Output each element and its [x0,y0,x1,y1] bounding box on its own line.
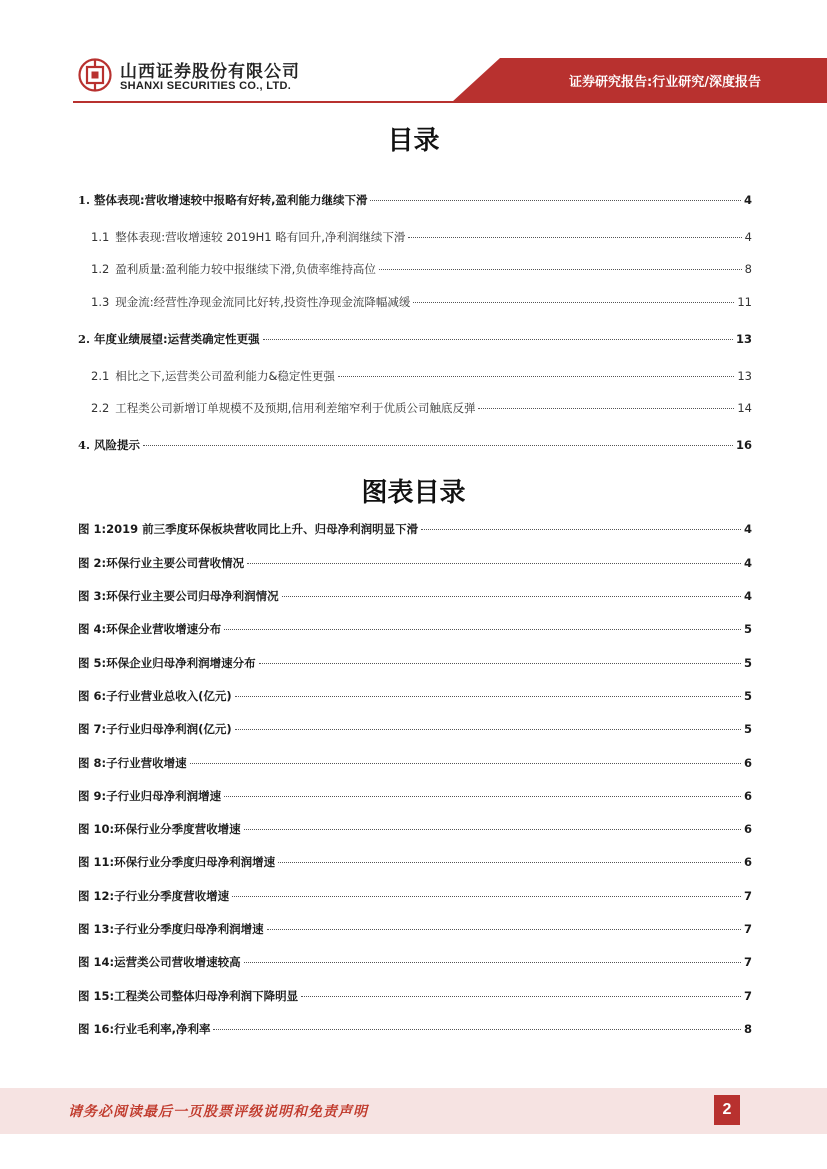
figure-entry[interactable] [78,854,752,870]
figure-entry[interactable] [78,755,752,771]
dot-leader [338,376,734,377]
toc-entry-page: 4 [744,230,752,244]
toc-entry-page: 16 [735,438,752,452]
dot-leader [421,529,741,530]
company-logo-icon [78,58,112,92]
figure-entry-label: 图 8:子行业营收增速 [78,756,187,770]
toc-entry-page: 13 [735,332,752,346]
figure-entry-page: 5 [743,656,752,670]
toc-entry-label: 整体表现:营收增速较中报略有好转,盈利能力继续下滑 [94,193,368,207]
figure-entry-label: 图 2:环保行业主要公司营收情况 [78,556,245,570]
figure-entry-label: 图 4:环保企业营收增速分布 [78,622,222,636]
toc-entry-label: 年度业绩展望:运营类确定性更强 [94,332,260,346]
figure-entry[interactable] [78,788,752,804]
toc-entry-page: 14 [737,401,752,415]
dot-leader [143,445,733,446]
dot-leader [190,763,741,764]
toc-entry-number: 1.1 [91,230,110,244]
figure-entry-page: 7 [743,989,752,1003]
toc-entry-number: 1.3 [91,295,110,309]
report-type-label: 证券研究报告:行业研究/深度报告 [569,75,761,90]
figure-entry-page: 7 [743,889,752,903]
dot-leader [213,1029,741,1030]
dot-leader [247,563,741,564]
figure-entry[interactable] [78,688,752,704]
figure-entry-label: 图 16:行业毛利率,净利率 [78,1022,211,1036]
dot-leader [278,862,741,863]
figure-entry-page: 7 [743,922,752,936]
figure-entry-label: 图 12:子行业分季度营收增速 [78,889,230,903]
toc-entry[interactable] [91,400,752,416]
dot-leader [224,796,741,797]
toc-entry[interactable] [78,192,752,208]
company-name-en: SHANXI SECURITIES CO., LTD. [120,80,292,92]
toc-entry-page: 11 [737,295,752,309]
toc-entry[interactable] [78,437,752,453]
figure-entry-label: 图 11:环保行业分季度归母净利润增速 [78,855,276,869]
dot-leader [301,996,741,997]
toc-entry-page: 13 [737,369,752,383]
figure-entry-page: 6 [743,789,752,803]
figure-entry-page: 6 [743,756,752,770]
figure-entry-page: 4 [743,589,752,603]
toc-entry[interactable] [91,261,752,277]
figure-entry-page: 4 [743,522,752,536]
dot-leader [408,237,741,238]
figure-entry[interactable] [78,921,752,937]
toc-entry-label: 现金流:经营性净现金流同比好转,投资性净现金流降幅减缓 [115,295,411,309]
figure-entry-label: 图 6:子行业营业总收入(亿元) [78,689,232,703]
header-rule [73,101,827,103]
page-number: 2 [714,1095,740,1125]
figures-title: 图表目录 [361,478,466,508]
toc-entry-label: 工程类公司新增订单规模不及预期,信用利差缩窄利于优质公司触底反弹 [115,401,476,415]
figure-entry-page: 7 [743,955,752,969]
figure-entry-label: 图 3:环保行业主要公司归母净利润情况 [78,589,279,603]
figure-entry-page: 5 [743,622,752,636]
figure-entry[interactable] [78,621,752,637]
dot-leader [259,663,741,664]
toc-entry-number: 4. [78,438,91,452]
figure-entry-page: 6 [743,822,752,836]
figure-entry-label: 图 10:环保行业分季度营收增速 [78,822,241,836]
dot-leader [244,829,741,830]
dot-leader [224,629,741,630]
dot-leader [379,269,742,270]
figure-entry[interactable] [78,721,752,737]
toc-entry-number: 2. [78,332,91,346]
toc-entry-number: 1.2 [91,262,110,276]
figure-entry[interactable] [78,588,752,604]
dot-leader [478,408,734,409]
toc-entry-label: 整体表现:营收增速较 2019H1 略有回升,净利润继续下滑 [115,230,406,244]
dot-leader [235,696,741,697]
figure-entry-page: 5 [743,722,752,736]
dot-leader [370,200,741,201]
toc-entry[interactable] [91,368,752,384]
dot-leader [232,896,741,897]
company-name-cn: 山西证券股份有限公司 [120,62,300,82]
figure-entry-page: 6 [743,855,752,869]
toc-entry-page: 8 [744,262,752,276]
figure-entry[interactable] [78,821,752,837]
figure-entry[interactable] [78,655,752,671]
figure-entry-label: 图 13:子行业分季度归母净利润增速 [78,922,264,936]
toc-entry-label: 相比之下,运营类公司盈利能力&稳定性更强 [115,369,335,383]
dot-leader [282,596,741,597]
figure-entry[interactable] [78,521,752,537]
figure-entry[interactable] [78,1021,752,1037]
dot-leader [235,729,741,730]
figure-entry-page: 5 [743,689,752,703]
figure-entry-label: 图 15:工程类公司整体归母净利润下降明显 [78,989,299,1003]
toc-title: 目录 [387,126,440,156]
toc-entry[interactable] [91,229,752,245]
toc-entry-label: 盈利质量:盈利能力较中报继续下滑,负债率维持高位 [115,262,376,276]
figure-entry-page: 8 [743,1022,752,1036]
figure-entry-label: 图 1:2019 前三季度环保板块营收同比上升、归母净利润明显下滑 [78,522,419,536]
toc-entry[interactable] [91,294,752,310]
toc-entry-page: 4 [743,193,752,207]
figure-entry-label: 图 9:子行业归母净利润增速 [78,789,222,803]
dot-leader [267,929,741,930]
page-header [0,0,827,110]
dot-leader [263,339,733,340]
figure-entry[interactable] [78,888,752,904]
dot-leader [413,302,734,303]
figure-entry[interactable] [78,954,752,970]
toc-entry-number: 1. [78,193,91,207]
footer-disclaimer: 请务必阅读最后一页股票评级说明和免责声明 [68,1104,368,1120]
toc-entry-number: 2.1 [91,369,110,383]
figure-entry-label: 图 5:环保企业归母净利润增速分布 [78,656,256,670]
toc-entry-number: 2.2 [91,401,110,415]
figure-entry[interactable] [78,555,752,571]
figure-entry-label: 图 14:运营类公司营收增速较高 [78,955,241,969]
dot-leader [244,962,741,963]
toc-entry[interactable] [78,331,752,347]
toc-entry-label: 风险提示 [94,438,141,452]
figure-entry-label: 图 7:子行业归母净利润(亿元) [78,722,232,736]
figure-entry-page: 4 [743,556,752,570]
figure-entry[interactable] [78,988,752,1004]
